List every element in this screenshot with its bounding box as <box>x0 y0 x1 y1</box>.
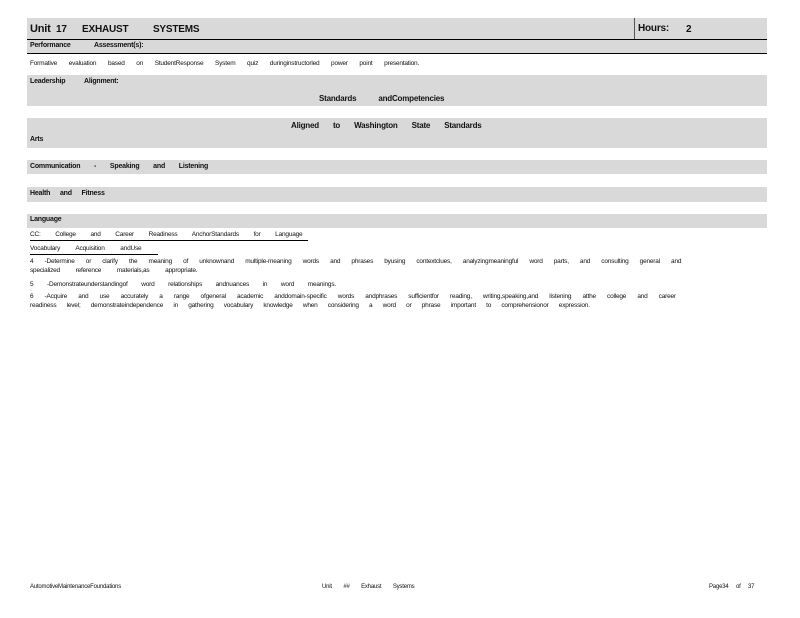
communication-label: Communication - Speaking and Listening <box>30 163 209 170</box>
assessment-label: Assessment(s): <box>94 42 144 49</box>
ccr-title: CC: College and Career Readiness AnchorStandards for Language <box>30 231 303 238</box>
hours-value: 2 <box>686 24 692 35</box>
language-label: Language <box>30 216 62 223</box>
aligned-heading: Aligned to Washington State Standards <box>291 121 482 130</box>
standard-6-line1: 6 -Acquire and use accurately a range ofgeneral academic anddomain-specific words andphrases sufficientfor reading, writing,speaking,and listening atthe college and career <box>30 293 676 300</box>
header-divider <box>634 18 635 39</box>
unit-number: 17 <box>56 24 67 35</box>
performance-text: Formative evaluation based on StudentResponse System quiz duringinstructorled power point presentation. <box>30 60 420 67</box>
standard-6-line2: readiness level; demonstrateindependence in gathering vocabulary knowledge when considering a word or phrase important to comprehensionor expression. <box>30 302 590 309</box>
standard-4-line2: specialized reference materials,as appropriate. <box>30 267 198 274</box>
hours-label: Hours: <box>638 23 670 34</box>
footer-page-number: Page34 of 37 <box>709 584 755 590</box>
footer-course-name: AutomotiveMaintenanceFoundations <box>30 584 121 590</box>
unit-title: EXHAUST SYSTEMS <box>82 24 200 35</box>
leadership-label: Leadership <box>30 78 66 85</box>
unit-label: Unit <box>30 23 51 35</box>
health-label: Health and Fitness <box>30 190 105 197</box>
vocab-underline <box>30 254 158 255</box>
health-bar <box>27 187 767 202</box>
performance-label: Performance <box>30 42 71 49</box>
language-bar <box>27 214 767 228</box>
alignment-label: Alignment: <box>84 78 119 85</box>
vocab-title: Vocabulary Acquisition andUse <box>30 245 142 252</box>
performance-rule <box>27 53 767 54</box>
standards-heading: Standards andCompetencies <box>319 94 445 103</box>
standard-5: 5 -Demonstrateunderstandingof word relationships andnuances in word meanings. <box>30 281 336 288</box>
standard-4-line1: 4 -Determine or clarify the meaning of unknownand multiple-meaning words and phrases byusing contextclues, analyzingmeaningful word parts, and consulting general and <box>30 258 682 265</box>
arts-label: Arts <box>30 136 44 143</box>
ccr-underline <box>30 240 308 241</box>
footer-unit-title: Unit ## Exhaust Systems <box>322 584 415 590</box>
